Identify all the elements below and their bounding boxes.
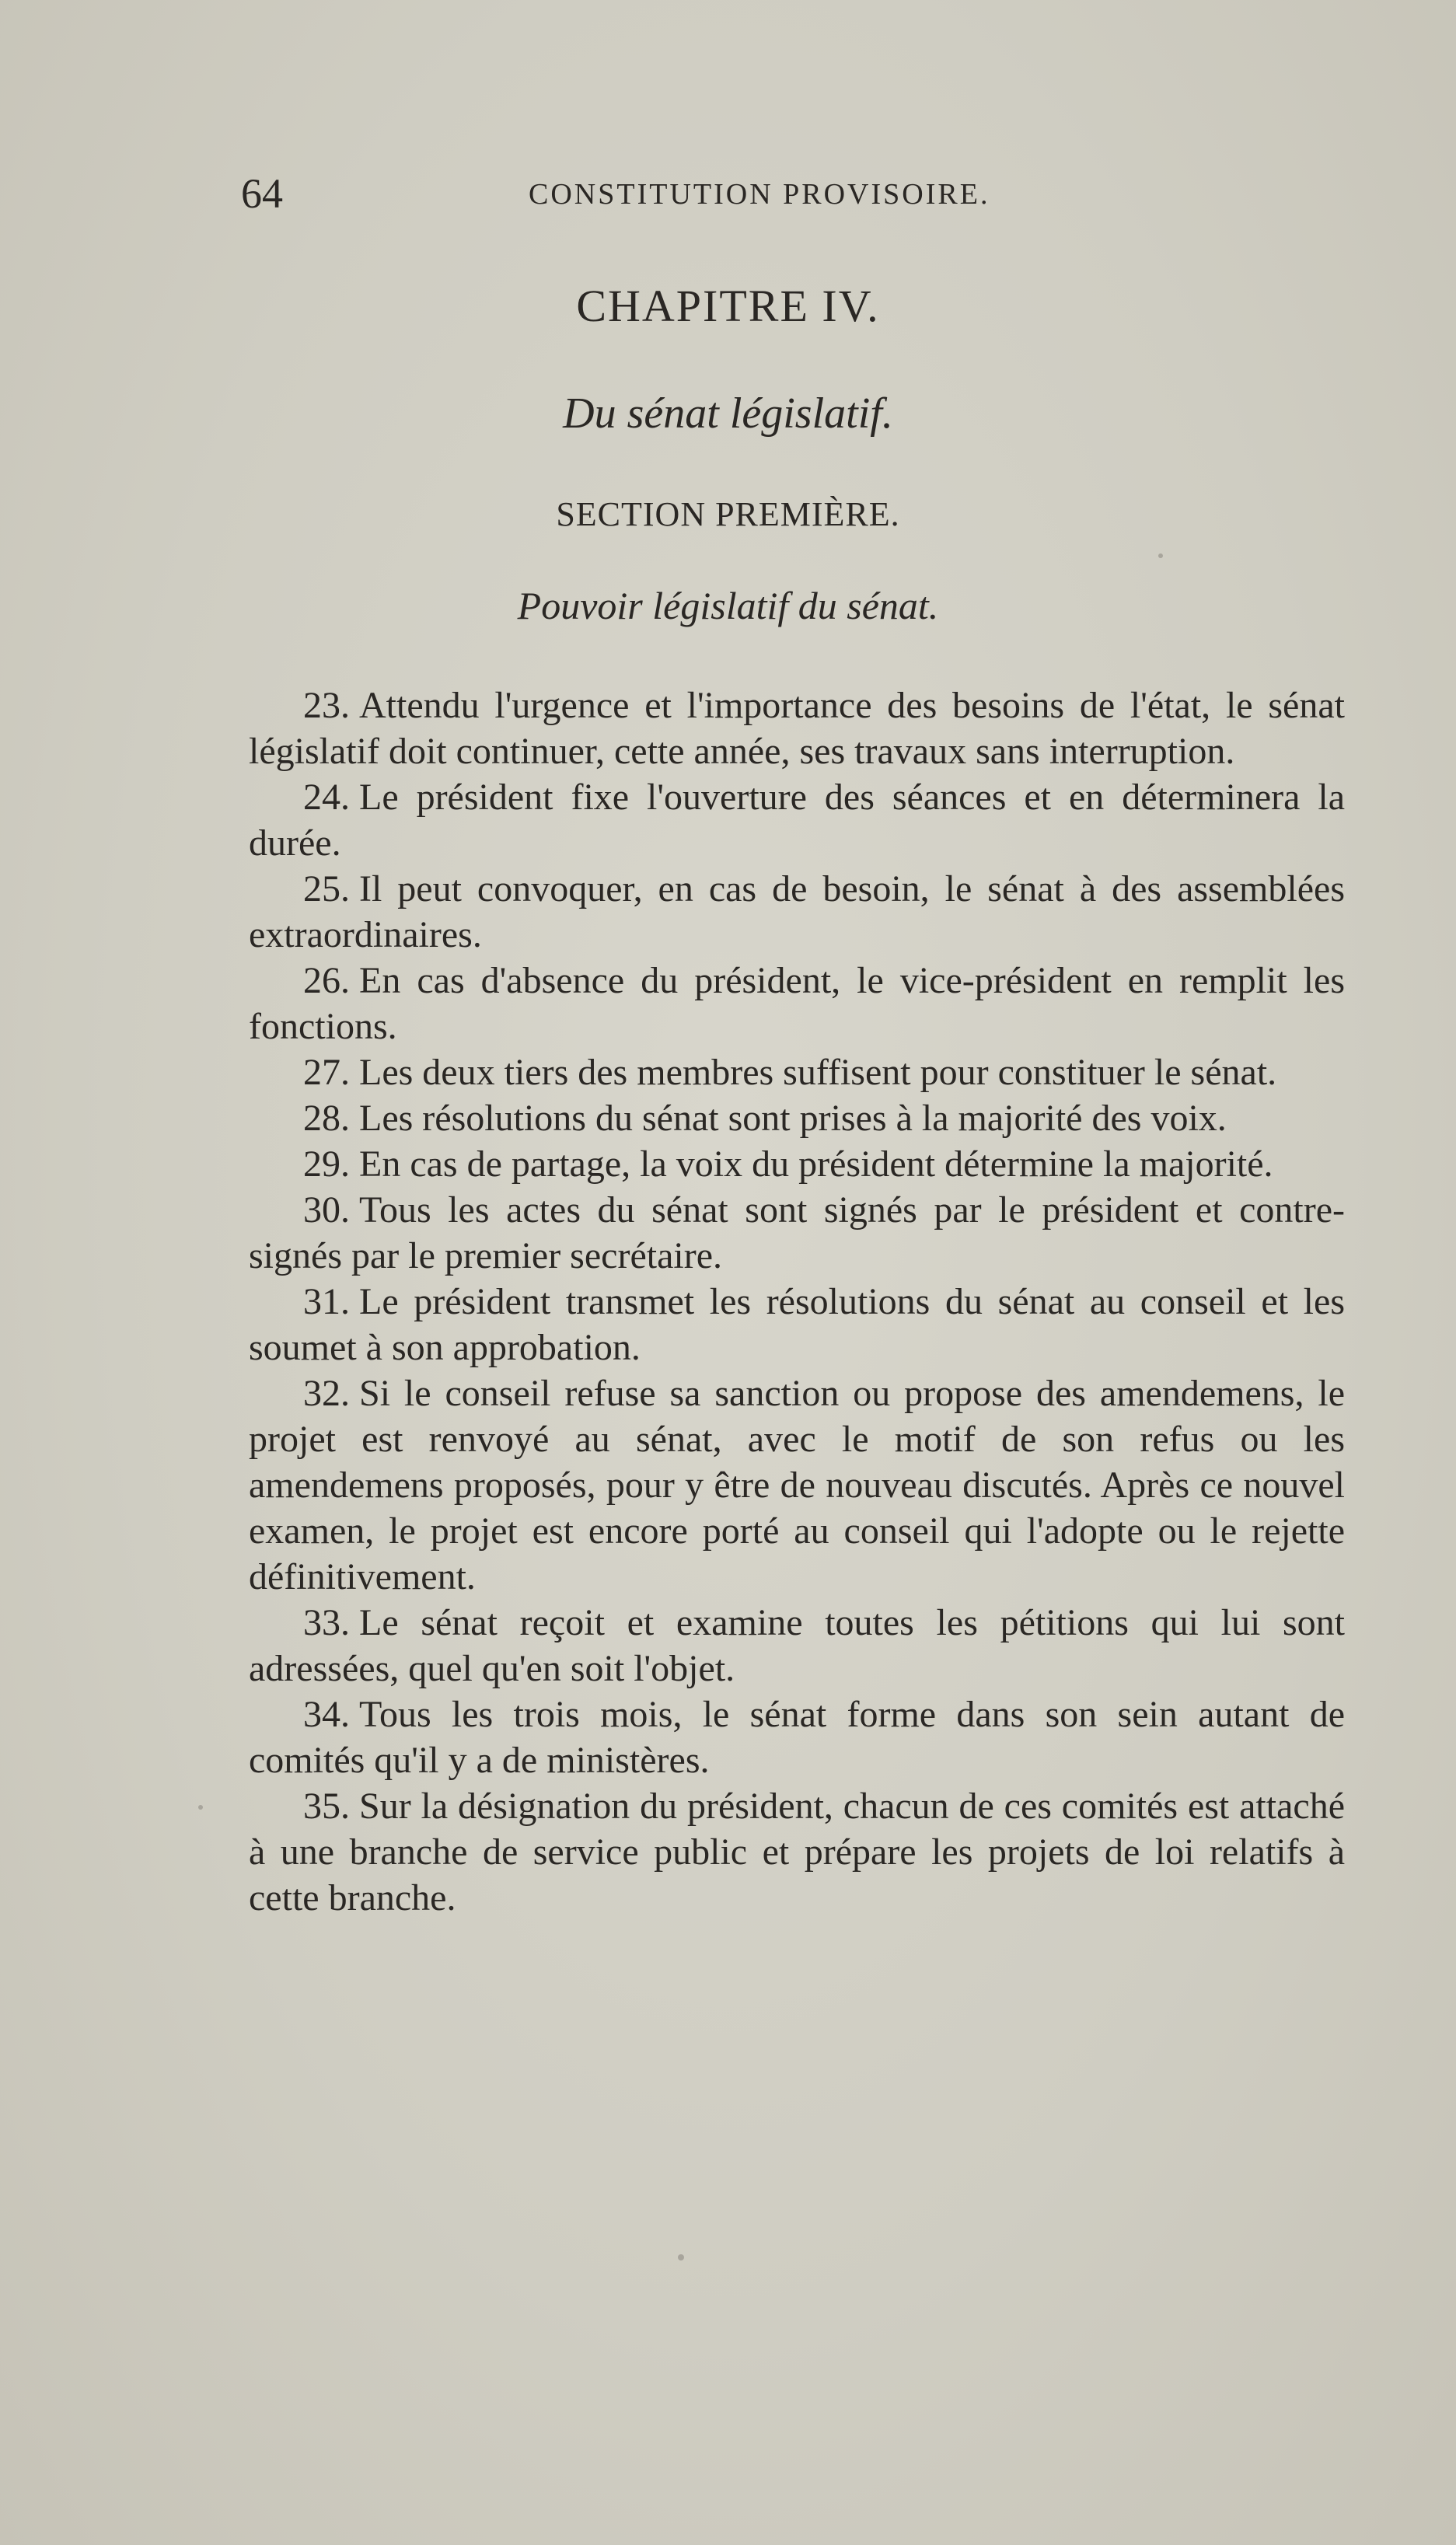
page-number: 64 xyxy=(241,170,283,217)
article-text: Le président transmet les résolutions du sénat au conseil et les soumet à son approbation. xyxy=(249,1281,1345,1368)
article-23 xyxy=(249,683,1345,774)
article-text: Il peut convoquer, en cas de besoin, le sénat à des assemblées extraordinaires. xyxy=(249,868,1345,955)
article-30 xyxy=(249,1187,1345,1279)
article-text: Le président fixe l'ouverture des séances et en déterminera la durée. xyxy=(249,777,1345,864)
article-number: 23. xyxy=(303,685,350,726)
article-text: En cas d'absence du président, le vice-président en remplit les fonctions. xyxy=(249,960,1345,1047)
article-number: 29. xyxy=(303,1143,350,1185)
article-text: Les deux tiers des membres suffisent pour constituer le sénat. xyxy=(359,1052,1277,1093)
article-text: Attendu l'urgence et l'importance des besoins de l'état, le sénat législatif doit continuer, cette année, ses travaux sans interruption. xyxy=(249,685,1345,772)
article-number: 34. xyxy=(303,1694,350,1735)
running-title: CONSTITUTION PROVISOIRE. xyxy=(529,178,990,211)
article-28 xyxy=(249,1095,1345,1141)
article-34 xyxy=(249,1691,1345,1783)
article-text: Tous les actes du sénat sont signés par le président et contre-signés par le premier secrétaire. xyxy=(249,1189,1345,1276)
paper-speck xyxy=(678,2254,684,2260)
section-subtitle: Pouvoir législatif du sénat. xyxy=(517,584,939,627)
article-32 xyxy=(249,1370,1345,1600)
article-25 xyxy=(249,866,1345,958)
article-number: 31. xyxy=(303,1281,350,1322)
article-number: 28. xyxy=(303,1098,350,1139)
article-number: 25. xyxy=(303,868,350,909)
article-26 xyxy=(249,958,1345,1049)
paper-speck xyxy=(198,1805,203,1810)
article-27 xyxy=(249,1049,1345,1095)
article-text: Sur la désignation du président, chacun de ces comités est attaché à une branche de service public et prépare les projets de loi relatifs à cette branche. xyxy=(249,1786,1345,1918)
article-text: En cas de partage, la voix du président détermine la majorité. xyxy=(359,1143,1273,1185)
article-number: 27. xyxy=(303,1052,350,1093)
article-text: Le sénat reçoit et examine toutes les pétitions qui lui sont adressées, quel qu'en soit l'objet. xyxy=(249,1602,1345,1689)
article-text: Tous les trois mois, le sénat forme dans son sein autant de comités qu'il y a de ministères. xyxy=(249,1694,1345,1781)
article-33 xyxy=(249,1600,1345,1691)
article-text: Si le conseil refuse sa sanction ou propose des amendemens, le projet est renvoyé au sénat, avec le motif de son refus ou les amendemens proposés, pour y être de nouveau discutés. Après ce nouvel examen, le projet est encore porté au conseil qui l'adopte ou le rejette définitivement. xyxy=(249,1373,1345,1597)
article-31 xyxy=(249,1279,1345,1370)
article-number: 35. xyxy=(303,1786,350,1827)
article-list xyxy=(249,683,1345,1921)
article-29 xyxy=(249,1141,1345,1187)
article-24 xyxy=(249,774,1345,866)
article-text: Les résolutions du sénat sont prises à la majorité des voix. xyxy=(359,1098,1227,1139)
section-title: SECTION PREMIÈRE. xyxy=(556,495,900,533)
article-number: 26. xyxy=(303,960,350,1001)
article-number: 33. xyxy=(303,1602,350,1643)
article-number: 24. xyxy=(303,777,350,818)
article-35 xyxy=(249,1783,1345,1921)
running-head xyxy=(233,169,1353,224)
article-number: 30. xyxy=(303,1189,350,1231)
article-number: 32. xyxy=(303,1373,350,1414)
chapter-subtitle: Du sénat législatif. xyxy=(563,389,893,438)
chapter-title: CHAPITRE IV. xyxy=(576,281,880,331)
paper-speck xyxy=(1158,553,1163,558)
